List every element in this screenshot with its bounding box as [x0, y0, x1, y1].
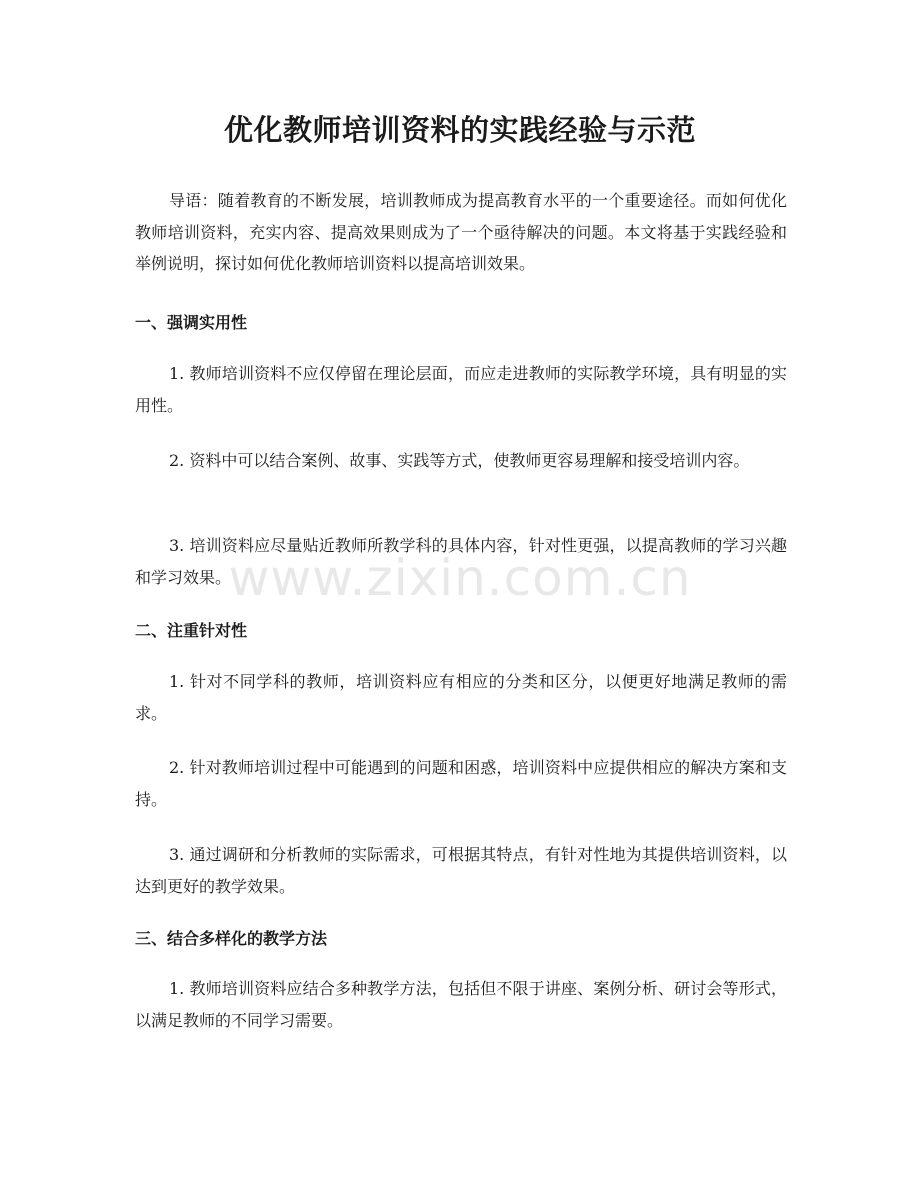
document-title: 优化教师培训资料的实践经验与示范 — [223, 113, 696, 147]
section-1-item-3: 3. 培训资料应尽量贴近教师所教学科的具体内容，针对性更强，以提高教师的学习兴趣和学习效果。 — [135, 536, 787, 587]
section-2-item-1: 1. 针对不同学科的教师，培训资料应有相应的分类和区分，以便更好地满足教师的需求。 — [135, 672, 787, 723]
section-heading-3: 三、结合多样化的教学方法 — [135, 929, 328, 948]
watermark: www.zixin.com.cn — [228, 549, 692, 607]
section-1-item-1: 1. 教师培训资料不应仅停留在理论层面，而应走进教师的实际教学环境，具有明显的实用性。 — [135, 364, 787, 415]
section-1-item-2: 2. 资料中可以结合案例、故事、实践等方式，使教师更容易理解和接受培训内容。 — [169, 451, 750, 470]
section-3-item-1: 1. 教师培训资料应结合多种教学方法，包括但不限于讲座、案例分析、研讨会等形式，以满足教师的不同学习需要。 — [135, 979, 787, 1030]
section-heading-1: 一、强调实用性 — [135, 313, 248, 332]
section-2-item-2: 2. 针对教师培训过程中可能遇到的问题和困惑，培训资料中应提供相应的解决方案和支持。 — [135, 758, 787, 809]
intro-paragraph: 导语：随着教育的不断发展，培训教师成为提高教育水平的一个重要途径。而如何优化教师培训资料，充实内容、提高效果则成为了一个亟待解决的问题。本文将基于实践经验和举例说明，探讨如何优化教师培训资料以提高培训效果。 — [135, 191, 787, 273]
section-heading-2: 二、注重针对性 — [135, 621, 248, 640]
section-2-item-3: 3. 通过调研和分析教师的实际需求，可根据其特点，有针对性地为其提供培训资料，以达到更好的教学效果。 — [135, 845, 787, 896]
